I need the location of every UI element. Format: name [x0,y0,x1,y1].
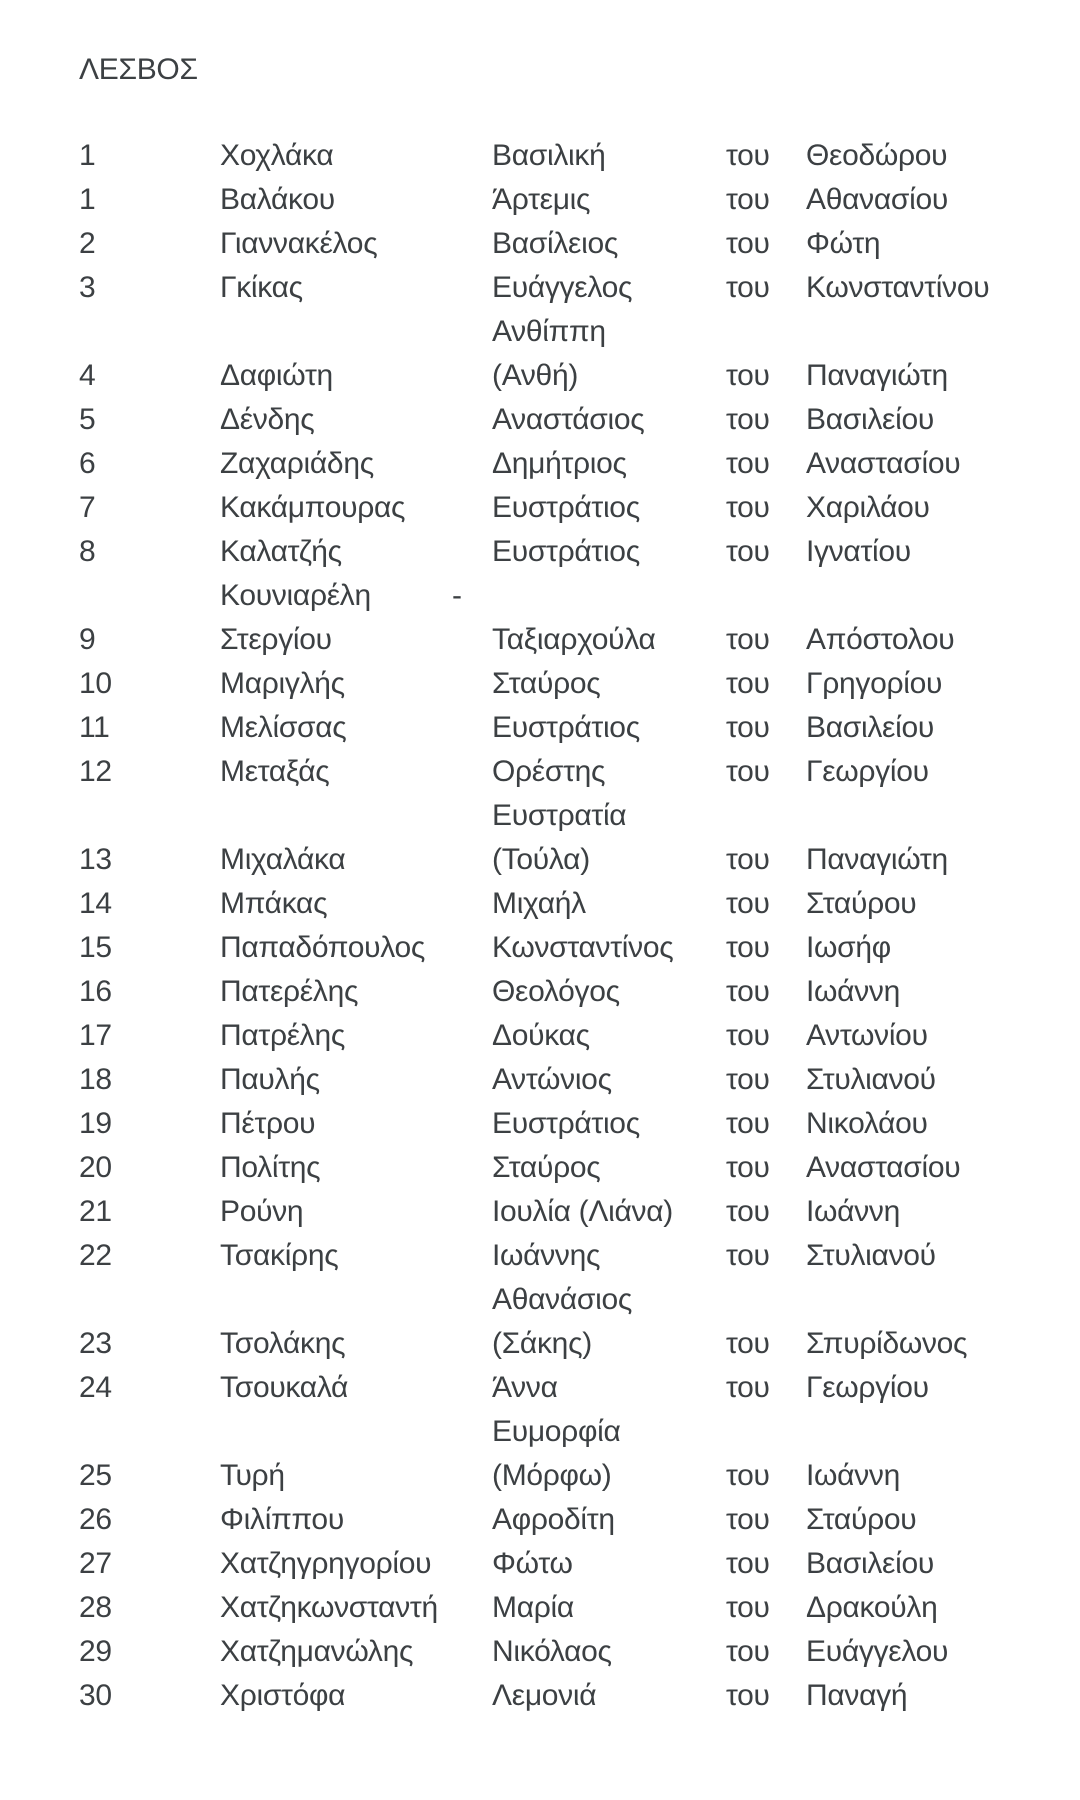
surname-cell: Παπαδόπουλος [220,931,426,964]
fathername-cell: Κωνσταντίνου [806,271,990,304]
firstname-cell: Άννα [492,1371,558,1404]
firstname-cell: Νικόλαος [492,1635,612,1668]
row-number: 5 [79,403,96,436]
surname-cell: Χατζημανώλης [220,1635,414,1668]
preposition-cell: του [726,1547,770,1580]
surname-cell: Μεταξάς [220,755,330,788]
fathername-cell: Σταύρου [806,887,917,920]
list-row [0,310,1080,354]
preposition-cell: του [726,1371,770,1404]
fathername-cell: Γεωργίου [806,1371,929,1404]
surname-cell: Φιλίππου [220,1503,344,1536]
list-row [0,838,1080,882]
surname-cell: Τσολάκης [220,1327,346,1360]
firstname-cell: Ευμορφία [492,1415,621,1448]
firstname-cell: (Ανθή) [492,359,579,392]
list-row [0,398,1080,442]
firstname-cell: Ιουλία (Λιάνα) [492,1195,673,1228]
surname-cell: Πατερέλης [220,975,359,1008]
fathername-cell: Παναγιώτη [806,843,948,876]
preposition-cell: του [726,1459,770,1492]
fathername-cell: Αναστασίου [806,1151,961,1184]
surname-cell: Χατζηγρηγορίου [220,1547,432,1580]
list-row [0,1146,1080,1190]
fathername-cell: Σταύρου [806,1503,917,1536]
row-number: 19 [79,1107,112,1140]
row-number: 13 [79,843,112,876]
row-number: 30 [79,1679,112,1712]
list-row [0,1102,1080,1146]
firstname-cell: Ιωάννης [492,1239,601,1272]
firstname-cell: Ευστράτιος [492,711,640,744]
fathername-cell: Στυλιανού [806,1239,936,1272]
preposition-cell: του [726,271,770,304]
list-row [0,1366,1080,1410]
list-row [0,574,1080,618]
list-row [0,1586,1080,1630]
row-number: 23 [79,1327,112,1360]
row-number: 11 [79,711,110,744]
list-row [0,706,1080,750]
surname-cell: Παυλής [220,1063,320,1096]
firstname-cell: Άρτεμις [492,183,591,216]
fathername-cell: Απόστολου [806,623,955,656]
row-number: 1 [79,183,96,216]
firstname-cell: Αντώνιος [492,1063,612,1096]
row-number: 25 [79,1459,112,1492]
list-row [0,134,1080,178]
preposition-cell: του [726,887,770,920]
row-number: 15 [79,931,112,964]
row-number: 21 [79,1195,112,1228]
firstname-cell: (Σάκης) [492,1327,592,1360]
preposition-cell: του [726,843,770,876]
row-number: 2 [79,227,96,260]
preposition-cell: του [726,1327,770,1360]
firstname-cell: Αφροδίτη [492,1503,615,1536]
surname-cell: Γιαννακέλος [220,227,378,260]
firstname-cell: Μαρία [492,1591,574,1624]
firstname-cell: Σταύρος [492,1151,601,1184]
preposition-cell: του [726,1635,770,1668]
list-row [0,1498,1080,1542]
surname-cell: Μιχαλάκα [220,843,346,876]
list-row [0,1014,1080,1058]
firstname-cell: Ορέστης [492,755,606,788]
firstname-cell: Λεμονιά [492,1679,597,1712]
preposition-cell: του [726,1195,770,1228]
list-row [0,1410,1080,1454]
preposition-cell: του [726,1591,770,1624]
list-row [0,266,1080,310]
list-row [0,1542,1080,1586]
firstname-cell: Ευστράτιος [492,491,640,524]
surname-cell: Κακάμπουρας [220,491,406,524]
firstname-cell: Αθανάσιος [492,1283,633,1316]
fathername-cell: Νικολάου [806,1107,928,1140]
list-row [0,178,1080,222]
surname-cell: Πατρέλης [220,1019,346,1052]
fathername-cell: Ευάγγελου [806,1635,949,1668]
list-row [0,1278,1080,1322]
surname-cell: Καλατζής [220,535,342,568]
surname-cell: Μαριγλής [220,667,345,700]
preposition-cell: του [726,667,770,700]
list-row [0,1454,1080,1498]
firstname-cell: Ευστράτιος [492,535,640,568]
list-row [0,442,1080,486]
preposition-cell: του [726,1503,770,1536]
row-number: 17 [79,1019,112,1052]
firstname-cell: Αναστάσιος [492,403,645,436]
list-row [0,970,1080,1014]
fathername-cell: Στυλιανού [806,1063,936,1096]
firstname-cell: Ταξιαρχούλα [492,623,656,656]
preposition-cell: του [726,227,770,260]
surname-cell: Χριστόφα [220,1679,346,1712]
row-number: 28 [79,1591,112,1624]
firstname-cell: Κωνσταντίνος [492,931,674,964]
surname-cell: Τυρή [220,1459,285,1492]
surname-cell: Γκίκας [220,271,303,304]
list-row [0,1234,1080,1278]
row-number: 12 [79,755,112,788]
list-row [0,222,1080,266]
surname-cell: Στεργίου [220,623,332,656]
fathername-cell: Αθανασίου [806,183,948,216]
surname-cell: Βαλάκου [220,183,335,216]
row-number: 20 [79,1151,112,1184]
list-row [0,750,1080,794]
firstname-cell: Ανθίππη [492,315,606,348]
surname-cell: Τσακίρης [220,1239,339,1272]
preposition-cell: του [726,1679,770,1712]
fathername-cell: Βασιλείου [806,403,934,436]
row-number: 18 [79,1063,112,1096]
row-number: 3 [79,271,96,304]
firstname-cell: Βασιλική [492,139,606,172]
row-number: 4 [79,359,96,392]
surname-cell: Ρούνη [220,1195,304,1228]
firstname-cell: Βασίλειος [492,227,619,260]
firstname-cell: Μιχαήλ [492,887,586,920]
firstname-cell: Ευστρατία [492,799,627,832]
fathername-cell: Ιωάννη [806,1195,900,1228]
surname-cell: Χατζηκωνσταντή [220,1591,438,1624]
preposition-cell: του [726,975,770,1008]
fathername-cell: Ιγνατίου [806,535,911,568]
row-number: 9 [79,623,96,656]
row-number: 29 [79,1635,112,1668]
surname-cell: Δένδης [220,403,315,436]
preposition-cell: του [726,403,770,436]
list-row [0,662,1080,706]
fathername-cell: Χαριλάου [806,491,930,524]
row-number: 22 [79,1239,112,1272]
fathername-cell: Θεοδώρου [806,139,948,172]
fathername-cell: Φώτη [806,227,881,260]
preposition-cell: του [726,183,770,216]
list-row [0,530,1080,574]
firstname-cell: Δούκας [492,1019,590,1052]
hyphen-mark: - [452,579,462,612]
row-number: 7 [79,491,96,524]
surname-cell: Μελίσσας [220,711,347,744]
preposition-cell: του [726,1063,770,1096]
preposition-cell: του [726,931,770,964]
firstname-cell: Θεολόγος [492,975,620,1008]
preposition-cell: του [726,1151,770,1184]
preposition-cell: του [726,1019,770,1052]
fathername-cell: Βασιλείου [806,711,934,744]
surname-cell: Πολίτης [220,1151,321,1184]
preposition-cell: του [726,755,770,788]
preposition-cell: του [726,359,770,392]
fathername-cell: Ιωάννη [806,975,900,1008]
fathername-cell: Αντωνίου [806,1019,928,1052]
firstname-cell: Σταύρος [492,667,601,700]
list-row [0,926,1080,970]
list-row [0,486,1080,530]
list-row [0,1322,1080,1366]
fathername-cell: Παναγή [806,1679,908,1712]
list-row [0,794,1080,838]
firstname-cell: Φώτω [492,1547,573,1580]
fathername-cell: Γρηγορίου [806,667,943,700]
firstname-cell: Ευστράτιος [492,1107,640,1140]
preposition-cell: του [726,1239,770,1272]
row-number: 10 [79,667,112,700]
preposition-cell: του [726,623,770,656]
fathername-cell: Σπυρίδωνος [806,1327,968,1360]
fathername-cell: Αναστασίου [806,447,961,480]
fathername-cell: Γεωργίου [806,755,929,788]
row-number: 16 [79,975,112,1008]
surname-cell: Μπάκας [220,887,328,920]
preposition-cell: του [726,139,770,172]
surname-cell: Πέτρου [220,1107,316,1140]
surname-cell: Κουνιαρέλη [220,579,371,612]
candidate-list [0,134,1080,1718]
row-number: 1 [79,139,96,172]
list-row [0,1630,1080,1674]
row-number: 27 [79,1547,112,1580]
list-row [0,1190,1080,1234]
list-row [0,618,1080,662]
fathername-cell: Ιωάννη [806,1459,900,1492]
surname-cell: Χοχλάκα [220,139,334,172]
row-number: 8 [79,535,96,568]
firstname-cell: (Μόρφω) [492,1459,612,1492]
preposition-cell: του [726,711,770,744]
surname-cell: Δαφιώτη [220,359,333,392]
firstname-cell: Δημήτριος [492,447,627,480]
surname-cell: Ζαχαριάδης [220,447,374,480]
firstname-cell: Ευάγγελος [492,271,633,304]
preposition-cell: του [726,447,770,480]
firstname-cell: (Τούλα) [492,843,590,876]
row-number: 6 [79,447,96,480]
page-title: ΛΕΣΒΟΣ [79,53,198,86]
fathername-cell: Ιωσήφ [806,931,891,964]
row-number: 24 [79,1371,112,1404]
surname-cell: Τσουκαλά [220,1371,349,1404]
fathername-cell: Παναγιώτη [806,359,948,392]
fathername-cell: Βασιλείου [806,1547,934,1580]
list-row [0,1674,1080,1718]
preposition-cell: του [726,535,770,568]
row-number: 14 [79,887,112,920]
list-row [0,354,1080,398]
fathername-cell: Δρακούλη [806,1591,938,1624]
list-row [0,882,1080,926]
row-number: 26 [79,1503,112,1536]
preposition-cell: του [726,491,770,524]
list-row [0,1058,1080,1102]
preposition-cell: του [726,1107,770,1140]
